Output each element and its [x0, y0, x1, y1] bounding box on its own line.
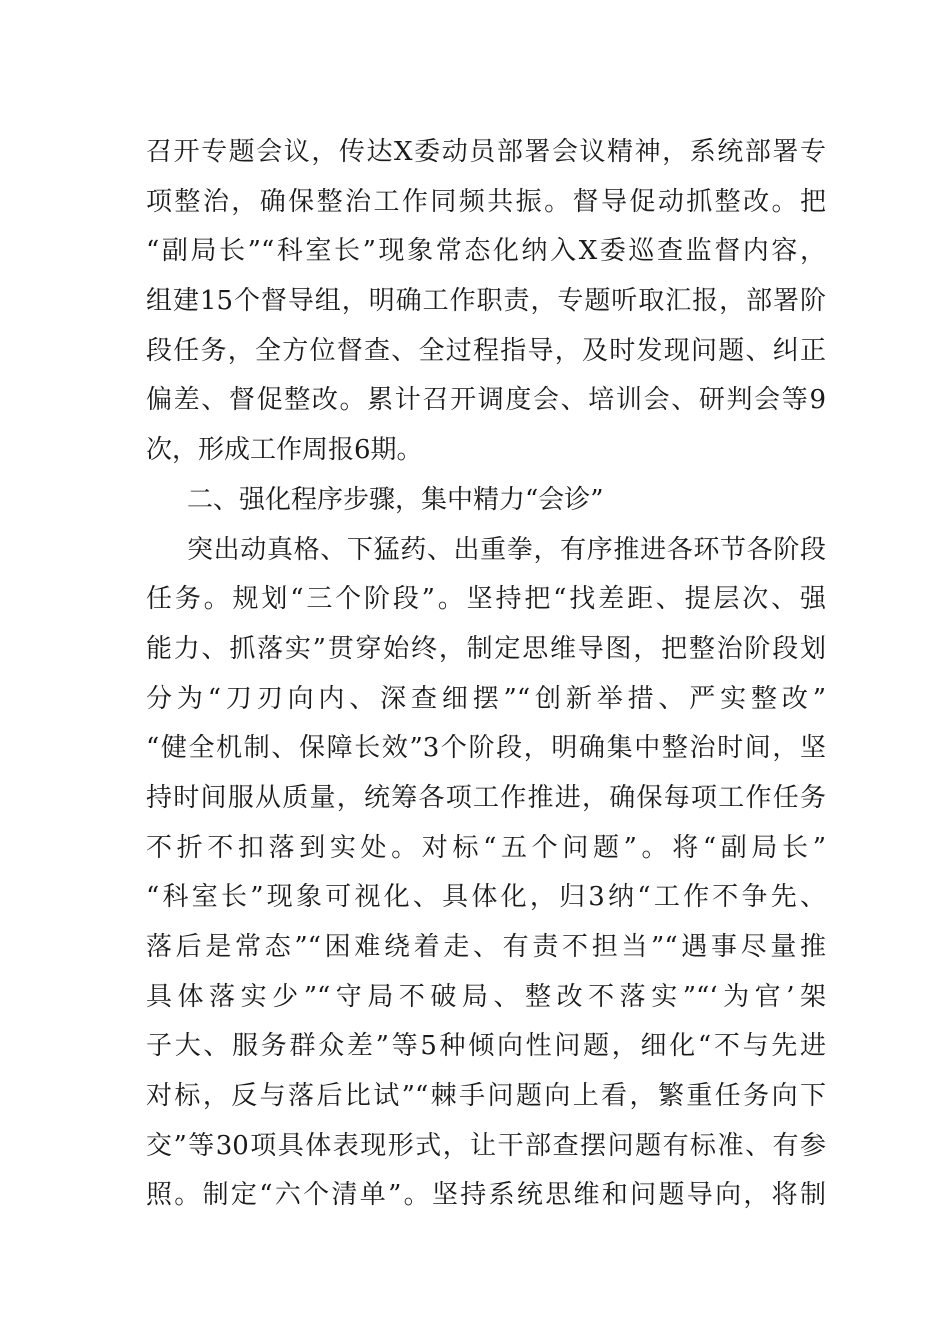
text-line: 持时间服从质量，统筹各项工作推进，确保每项工作任务	[146, 782, 826, 813]
text-line: “科室长”现象可视化、具体化，归3纳“工作不争先、	[146, 882, 826, 913]
text-line: 落后是常态”“困难绕着走、有责不担当”“遇事尽量推	[146, 932, 826, 962]
text-line: 子大、服务群众差”等5种倾向性问题，细化“不与先进	[146, 1031, 826, 1062]
text-line: 能力、抓落实”贯穿始终，制定思维导图，把整治阶段划	[146, 633, 826, 664]
text-line: 对标，反与落后比试”“棘手问题向上看，繁重任务向下	[146, 1081, 826, 1112]
text-line: 项整治，确保整治工作同频共振。督导促动抓整改。把	[146, 186, 826, 217]
text-line: 不折不扣落到实处。对标“五个问题”。将“副局长”	[146, 832, 826, 863]
paragraph-2	[146, 526, 826, 1222]
paragraph-1	[146, 128, 826, 476]
text-line: 组建15个督导组，明确工作职责，专题听取汇报，部署阶	[146, 286, 826, 317]
text-line: “副局长”“科室长”现象常态化纳入X委巡查监督内容，	[146, 236, 826, 267]
text-line: 分为“刀刃向内、深查细摆”“创新举措、严实整改”	[146, 683, 826, 714]
text-line: 具体落实少”“守局不破局、整改不落实”“‘为官’架	[146, 981, 826, 1012]
text-line: 段任务，全方位督查、全过程指导，及时发现问题、纠正	[146, 335, 826, 366]
text-line: 任务。规划“三个阶段”。坚持把“找差距、提层次、强	[146, 584, 826, 615]
text-line: 召开专题会议，传达X委动员部署会议精神，系统部署专	[146, 137, 826, 167]
text-line: 交”等30项具体表现形式，让干部查摆问题有标准、有参	[146, 1130, 826, 1161]
text-line: 次，形成工作周报6期。	[146, 435, 423, 466]
text-line: 照。制定“六个清单”。坚持系统思维和问题导向，将制	[146, 1180, 826, 1211]
text-line: 偏差、督促整改。累计召开调度会、培训会、研判会等9	[146, 385, 826, 416]
text-line: “健全机制、保障长效”3个阶段，明确集中整治时间，坚	[146, 733, 826, 764]
section-heading: 二、强化程序步骤，集中精力“会诊”	[187, 484, 604, 515]
text-line: 突出动真格、下猛药、出重拳，有序推进各环节各阶段	[187, 534, 826, 565]
document-body	[146, 128, 826, 1221]
